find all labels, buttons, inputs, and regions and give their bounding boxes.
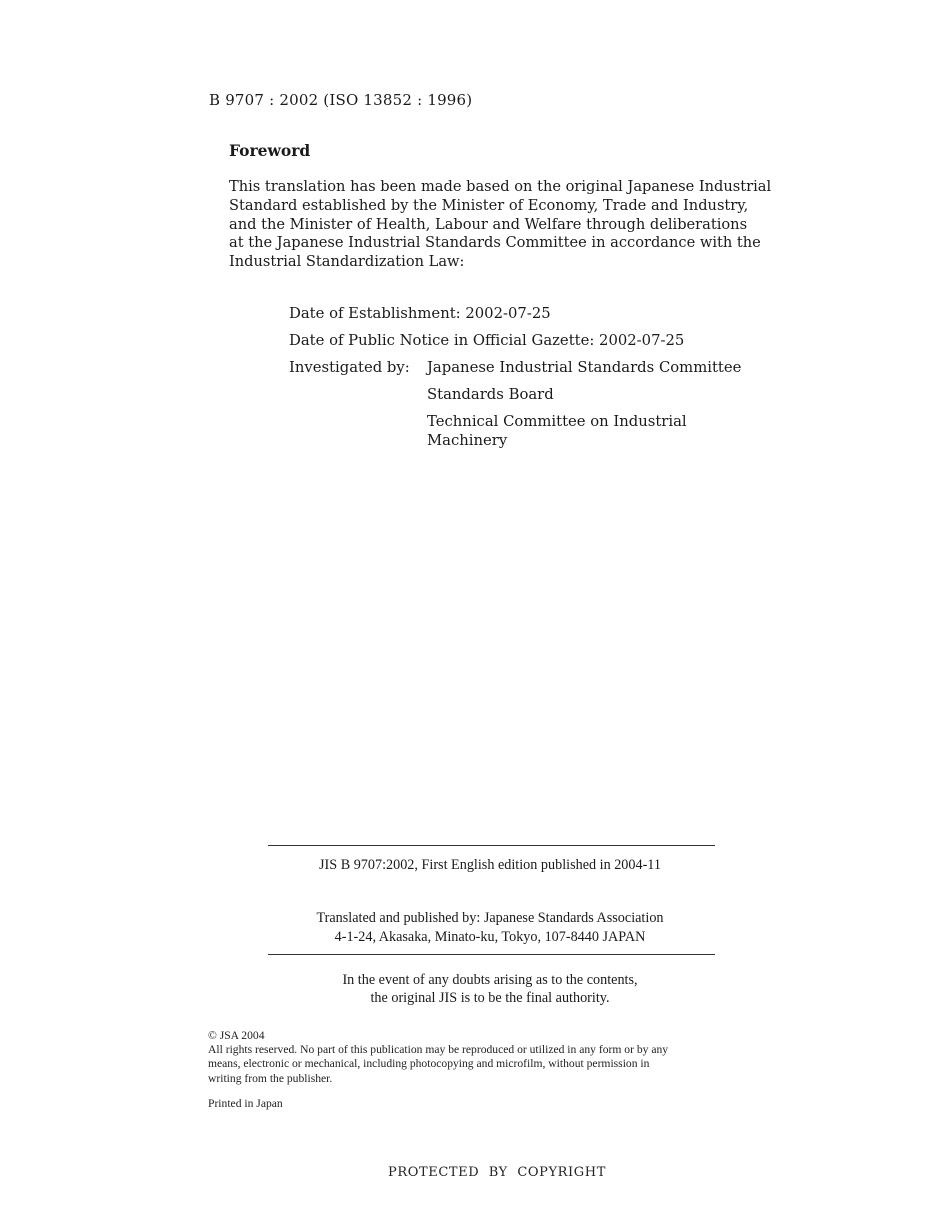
technical-committee-line2: Machinery: [427, 432, 508, 449]
rights-line: means, electronic or mechanical, including photocopying and microfilm, without permission in: [208, 1057, 650, 1071]
standards-board: Standards Board: [427, 386, 554, 403]
foreword-title: Foreword: [229, 141, 311, 160]
foreword-line: at the Japanese Industrial Standards Committee in accordance with the: [229, 234, 761, 252]
divider-top: [268, 845, 715, 846]
technical-committee-line1: Technical Committee on Industrial: [427, 413, 687, 430]
copyright-notice: © JSA 2004: [208, 1029, 265, 1042]
doubt-line1: In the event of any doubts arising as to the contents,: [342, 972, 638, 988]
copyright-block: [208, 1029, 773, 1086]
rights-line: All rights reserved. No part of this publication may be reproduced or utilized in any form or by any: [208, 1043, 669, 1057]
date-of-public-notice: Date of Public Notice in Official Gazette: 2002-07-25: [289, 332, 685, 349]
foreword-line: Industrial Standardization Law:: [229, 253, 465, 271]
printed-in-japan: Printed in Japan: [208, 1097, 283, 1110]
investigated-by-value: Japanese Industrial Standards Committee: [427, 359, 742, 376]
investigated-by-label: Investigated by:: [289, 359, 410, 376]
rights-line: writing from the publisher.: [208, 1071, 333, 1085]
address-line: 4-1-24, Akasaka, Minato-ku, Tokyo, 107-8440 JAPAN: [334, 929, 646, 945]
foreword-line: and the Minister of Health, Labour and Welfare through deliberations: [229, 215, 748, 233]
foreword-line: Standard established by the Minister of Economy, Trade and Industry,: [229, 196, 749, 214]
foreword-body: [229, 178, 789, 272]
divider-bottom: [268, 954, 715, 955]
foreword-line: This translation has been made based on the original Japanese Industrial: [229, 178, 772, 195]
standard-number-header: B 9707 : 2002 (ISO 13852 : 1996): [209, 91, 473, 109]
protected-by-copyright: PROTECTED BY COPYRIGHT: [388, 1165, 606, 1180]
edition-line: JIS B 9707:2002, First English edition published in 2004-11: [319, 857, 661, 873]
date-of-establishment: Date of Establishment: 2002-07-25: [289, 305, 551, 322]
doubt-line2: the original JIS is to be the final authority.: [370, 990, 610, 1006]
publisher-line: Translated and published by: Japanese Standards Association: [316, 910, 664, 926]
